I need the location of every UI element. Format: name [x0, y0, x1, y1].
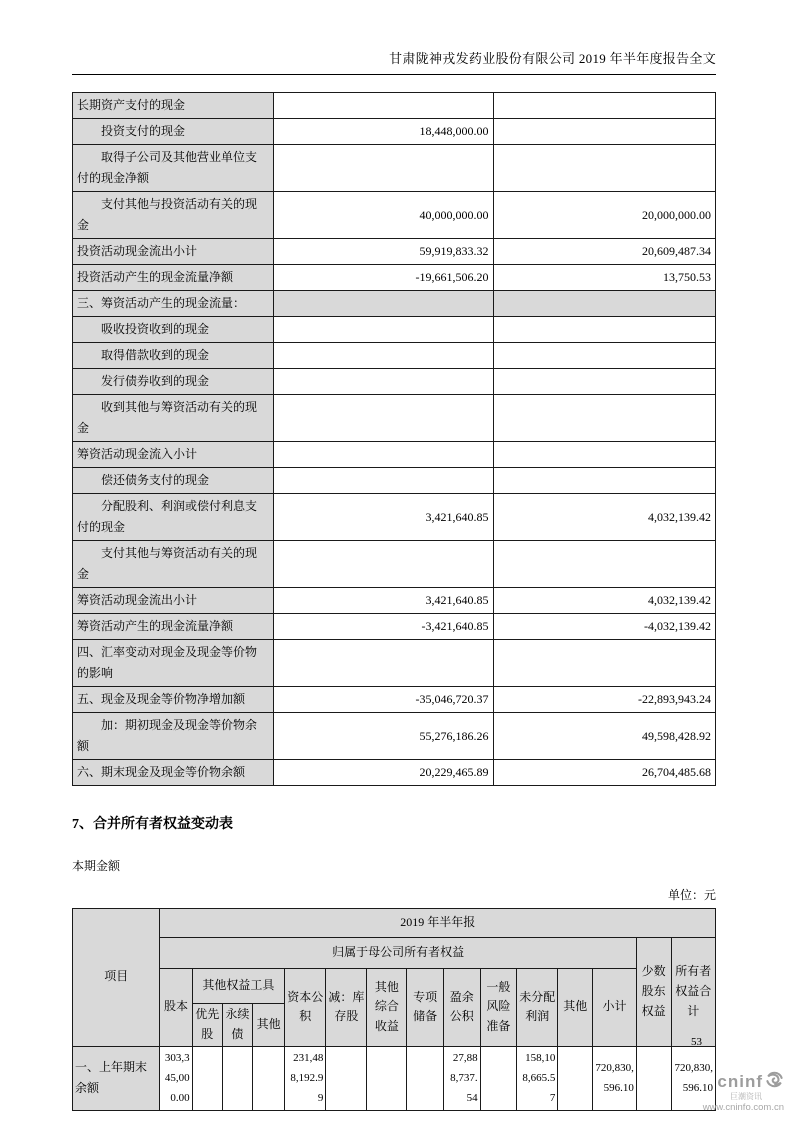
equity-header-row-2	[73, 938, 716, 969]
col-header-less-treasury: 减：库存股	[326, 969, 367, 1047]
equity-value-cell: 720,830,596.10	[593, 1046, 637, 1110]
current-period-value: 20,229,465.89	[273, 760, 493, 786]
current-period-value	[273, 291, 493, 317]
current-period-value	[273, 442, 493, 468]
document-title: 甘肃陇神戎发药业股份有限公司 2019 年半年度报告全文	[389, 51, 716, 66]
cninfo-subtitle: 巨潮资讯	[730, 1091, 762, 1101]
cash-flow-row	[73, 713, 716, 760]
cash-flow-row	[73, 239, 716, 265]
cash-flow-table	[72, 92, 716, 786]
equity-value-cell	[367, 1046, 407, 1110]
row-label: 取得借款收到的现金	[73, 343, 274, 369]
cash-flow-row	[73, 291, 716, 317]
equity-table-body	[73, 1046, 716, 1110]
prior-period-value	[493, 93, 716, 119]
current-period-value: 59,919,833.32	[273, 239, 493, 265]
equity-value-cell	[222, 1046, 252, 1110]
prior-period-value	[493, 343, 716, 369]
equity-header-row-1	[73, 909, 716, 938]
cninfo-brand-text: cninf	[717, 1071, 763, 1091]
equity-value-cell: 720,830,596.10	[671, 1046, 715, 1110]
prior-period-value	[493, 442, 716, 468]
prior-period-value	[493, 145, 716, 192]
equity-value-cell: 231,488,192.99	[285, 1046, 326, 1110]
current-period-value: 55,276,186.26	[273, 713, 493, 760]
col-header-project: 项目	[73, 909, 160, 1047]
page-number: 53	[691, 1036, 702, 1048]
col-header-share-capital: 股本	[160, 969, 192, 1047]
col-header-special-reserve: 专项储备	[407, 969, 444, 1047]
equity-value-cell: 303,345,000.00	[160, 1046, 192, 1110]
cash-flow-row	[73, 369, 716, 395]
col-header-oci: 其他综合收益	[367, 969, 407, 1047]
row-label: 投资支付的现金	[73, 119, 274, 145]
cash-flow-row	[73, 119, 716, 145]
current-period-value: 18,448,000.00	[273, 119, 493, 145]
equity-value-cell: 27,888,737.54	[443, 1046, 480, 1110]
row-label: 五、现金及现金等价物净增加额	[73, 687, 274, 713]
prior-period-value: -22,893,943.24	[493, 687, 716, 713]
cash-flow-row	[73, 614, 716, 640]
period-amount-label: 本期金额	[72, 859, 121, 873]
prior-period-value	[493, 468, 716, 494]
row-label: 收到其他与筹资活动有关的现金	[73, 395, 274, 442]
section-heading: 7、合并所有者权益变动表	[72, 817, 233, 832]
row-label: 加：期初现金及现金等价物余额	[73, 713, 274, 760]
col-header-minority: 少数股东权益	[636, 938, 671, 1047]
cash-flow-row	[73, 468, 716, 494]
prior-period-value: 26,704,485.68	[493, 760, 716, 786]
row-label: 筹资活动现金流入小计	[73, 442, 274, 468]
col-header-subtotal: 小计	[593, 969, 637, 1047]
prior-period-value	[493, 640, 716, 687]
equity-row-label: 一、上年期末余额	[73, 1046, 160, 1110]
cash-flow-row	[73, 541, 716, 588]
current-period-value	[273, 640, 493, 687]
cash-flow-row	[73, 395, 716, 442]
prior-period-value: 4,032,139.42	[493, 588, 716, 614]
unit-label: 单位：元	[667, 888, 716, 902]
cninfo-logo-top	[703, 1070, 784, 1094]
col-header-retained-profit: 未分配利润	[517, 969, 558, 1047]
prior-period-value	[493, 395, 716, 442]
col-header-parent-equity: 归属于母公司所有者权益	[160, 938, 636, 969]
current-period-value: -3,421,640.85	[273, 614, 493, 640]
cash-flow-row	[73, 442, 716, 468]
equity-header-row-3	[73, 969, 716, 1004]
row-label: 发行债券收到的现金	[73, 369, 274, 395]
current-period-value	[273, 93, 493, 119]
prior-period-value: 49,598,428.92	[493, 713, 716, 760]
cash-flow-row	[73, 265, 716, 291]
cash-flow-row	[73, 687, 716, 713]
row-label: 六、期末现金及现金等价物余额	[73, 760, 274, 786]
row-label: 吸收投资收到的现金	[73, 317, 274, 343]
prior-period-value	[493, 119, 716, 145]
cash-flow-row	[73, 640, 716, 687]
row-label: 筹资活动现金流出小计	[73, 588, 274, 614]
prior-period-value	[493, 369, 716, 395]
prior-period-value: 20,609,487.34	[493, 239, 716, 265]
prior-period-value	[493, 317, 716, 343]
row-label: 三、筹资活动产生的现金流量：	[73, 291, 274, 317]
col-header-other: 其他	[558, 969, 593, 1047]
equity-value-cell	[253, 1046, 285, 1110]
prior-period-value: 4,032,139.42	[493, 494, 716, 541]
current-period-value: 40,000,000.00	[273, 192, 493, 239]
cash-flow-row	[73, 145, 716, 192]
row-label: 投资活动现金流出小计	[73, 239, 274, 265]
col-header-preferred: 优先股	[192, 1004, 222, 1047]
cash-flow-table-body	[73, 93, 716, 786]
col-header-period: 2019 年半年报	[160, 909, 716, 938]
cash-flow-row	[73, 343, 716, 369]
col-header-other-equity-tools: 其他权益工具	[192, 969, 285, 1004]
cash-flow-row	[73, 93, 716, 119]
equity-value-cell	[480, 1046, 517, 1110]
current-period-value	[273, 145, 493, 192]
cash-flow-row	[73, 494, 716, 541]
prior-period-value: -4,032,139.42	[493, 614, 716, 640]
current-period-value	[273, 343, 493, 369]
current-period-value	[273, 468, 493, 494]
cash-flow-row	[73, 760, 716, 786]
row-label: 支付其他与筹资活动有关的现金	[73, 541, 274, 588]
row-label: 分配股利、利润或偿付利息支付的现金	[73, 494, 274, 541]
cash-flow-row	[73, 192, 716, 239]
equity-value-cell	[326, 1046, 367, 1110]
col-header-perpetual: 永续债	[222, 1004, 252, 1047]
cninfo-logo	[703, 1070, 784, 1115]
row-label: 长期资产支付的现金	[73, 93, 274, 119]
col-header-general-risk: 一般风险准备	[480, 969, 517, 1047]
equity-data-row	[73, 1046, 716, 1110]
col-header-surplus-reserve: 盈余公积	[443, 969, 480, 1047]
current-period-value	[273, 369, 493, 395]
equity-change-table	[72, 908, 716, 1111]
current-period-value: -35,046,720.37	[273, 687, 493, 713]
row-label: 取得子公司及其他营业单位支付的现金净额	[73, 145, 274, 192]
current-period-value	[273, 395, 493, 442]
current-period-value: 3,421,640.85	[273, 588, 493, 614]
cash-flow-row	[73, 317, 716, 343]
col-header-capital-reserve: 资本公积	[285, 969, 326, 1047]
equity-value-cell	[636, 1046, 671, 1110]
row-label: 偿还债务支付的现金	[73, 468, 274, 494]
current-period-value: 3,421,640.85	[273, 494, 493, 541]
prior-period-value: 13,750.53	[493, 265, 716, 291]
current-period-value: -19,661,506.20	[273, 265, 493, 291]
swirl-icon	[765, 1070, 784, 1094]
prior-period-value: 20,000,000.00	[493, 192, 716, 239]
prior-period-value	[493, 541, 716, 588]
document-header	[72, 48, 716, 75]
row-label: 支付其他与投资活动有关的现金	[73, 192, 274, 239]
current-period-value	[273, 541, 493, 588]
row-label: 筹资活动产生的现金流量净额	[73, 614, 274, 640]
col-header-total-equity: 所有者权益合计	[671, 938, 715, 1047]
equity-value-cell	[192, 1046, 222, 1110]
row-label: 投资活动产生的现金流量净额	[73, 265, 274, 291]
equity-value-cell: 158,108,665.57	[517, 1046, 558, 1110]
cninfo-url: www.cninfo.com.cn	[702, 1102, 784, 1114]
col-header-other-tool: 其他	[253, 1004, 285, 1047]
equity-value-cell	[558, 1046, 593, 1110]
prior-period-value	[493, 291, 716, 317]
cash-flow-row	[73, 588, 716, 614]
equity-value-cell	[407, 1046, 444, 1110]
current-period-value	[273, 317, 493, 343]
row-label: 四、汇率变动对现金及现金等价物的影响	[73, 640, 274, 687]
